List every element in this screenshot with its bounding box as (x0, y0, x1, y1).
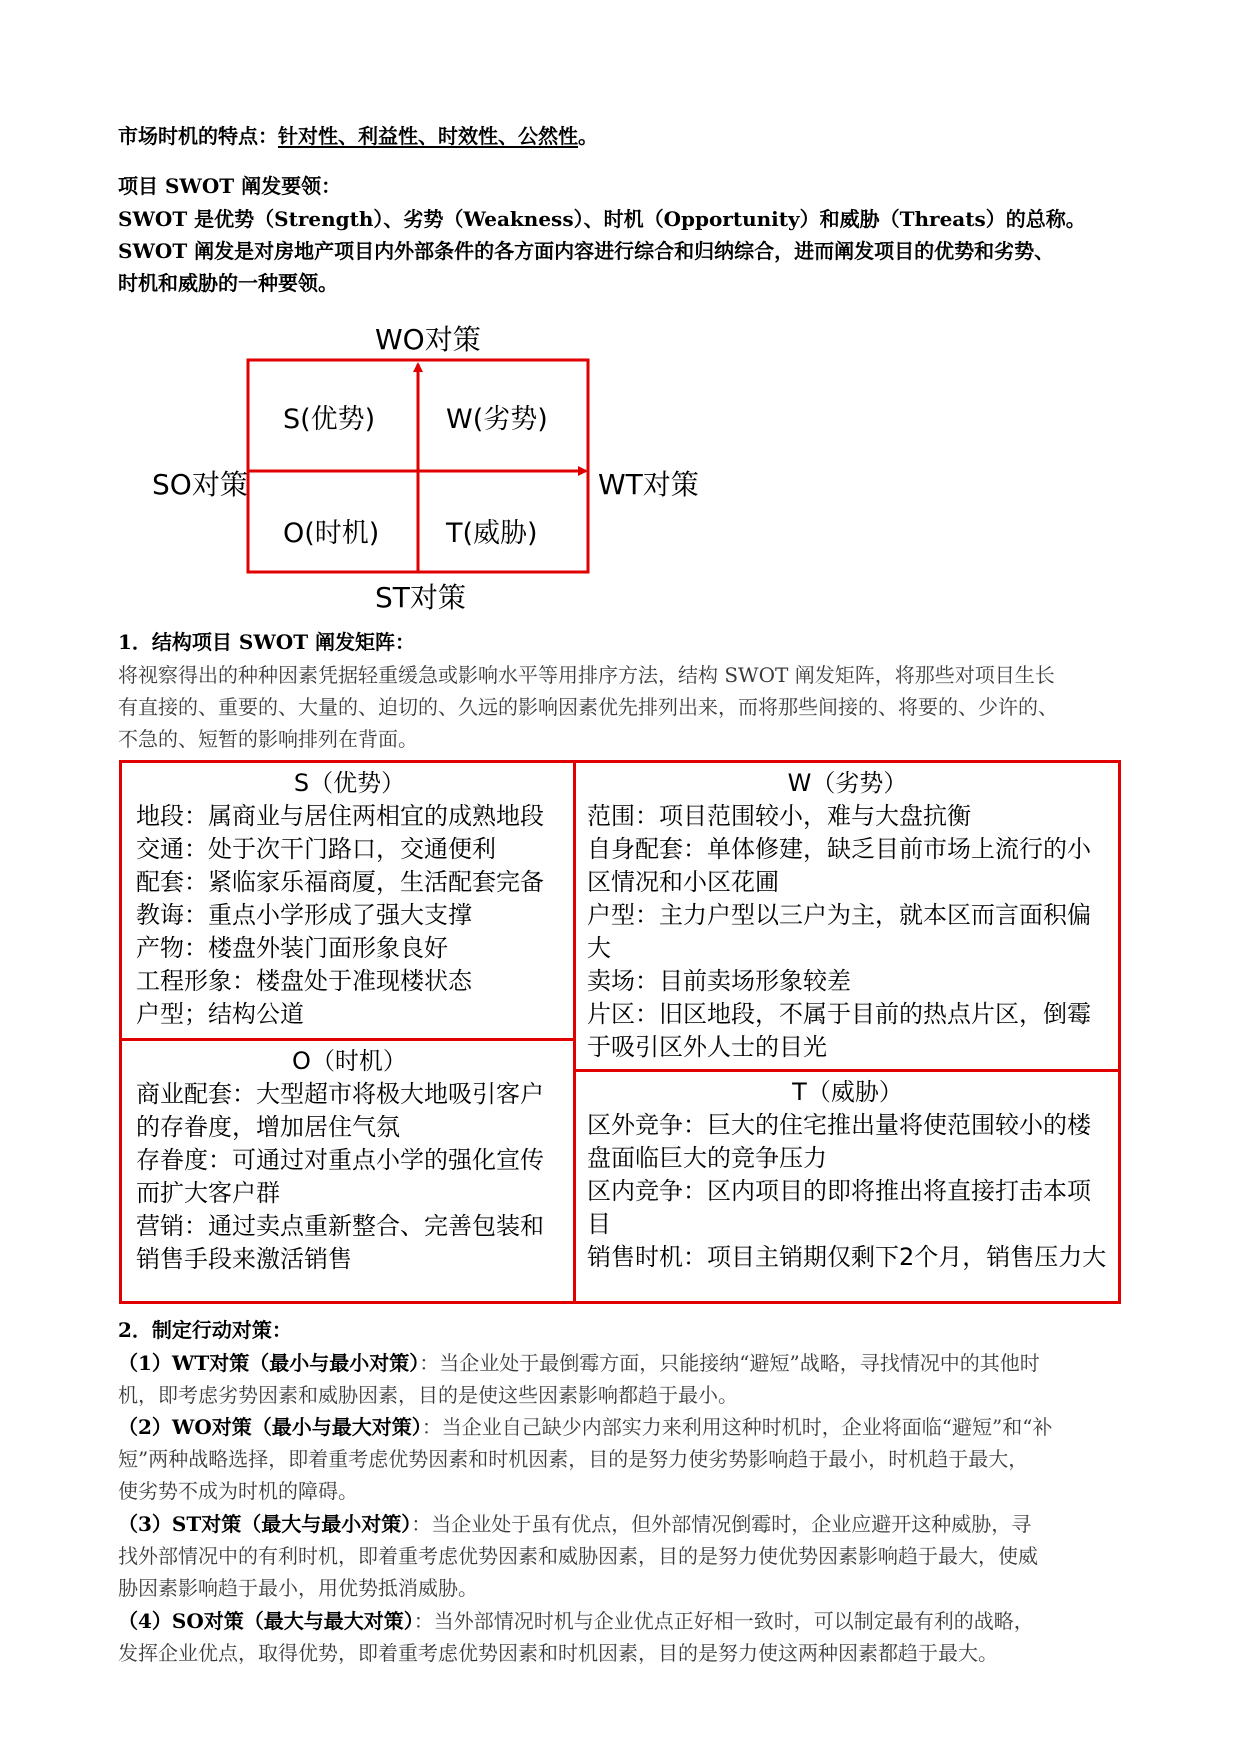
threat-item: 区外竞争：巨大的住宅推出量将使范围较小的楼 (587, 1111, 1091, 1139)
opportunity-item: 的存眷度，增加居住气氛 (136, 1113, 400, 1141)
so-strategy-text: ：当外部情况时机与企业优点正好相一致时，可以制定最有利的战略， (413, 1609, 1034, 1633)
so-strategy-label: SO对策 (152, 468, 248, 501)
section1-title: 1．结构项目 SWOT 阐发矩阵： (118, 630, 416, 654)
weakness-item: 大 (587, 934, 611, 962)
st-strategy-line-2: 找外部情况中的有利时机，即着重考虑优势因素和威胁因素，目的是努力使优势因素影响趋于最大，使威 (118, 1544, 1038, 1568)
so-strategy-line-2: 发挥企业优点，取得优势，即着重考虑优势因素和时机因素，目的是努力使这两种因素都趋于最大。 (118, 1641, 998, 1665)
strength-cell (122, 763, 573, 1038)
strength-item: 教诲：重点小学形成了强大支撑 (136, 901, 472, 929)
weakness-item: 范围：项目范围较小，难与大盘抗衡 (587, 802, 971, 830)
st-strategy-line-3: 胁因素影响趋于最小，用优势抵消威胁。 (118, 1576, 478, 1600)
wt-strategy-label: WT对策 (598, 468, 699, 501)
threat-heading: T（威胁） (792, 1078, 903, 1106)
wo-strategy-text: ：当企业自己缺少内部实力来利用这种时机时，企业将面临“避短”和“补 (421, 1415, 1053, 1439)
opportunity-item: 销售手段来激活销售 (136, 1245, 352, 1273)
section1-text-1: 将视察得出的种种因素凭据轻重缓急或影响水平等用排序方法，结构 SWOT 阐发矩阵，将那些对项目生长 (118, 663, 1055, 687)
so-strategy-line-1 (118, 1605, 1034, 1634)
swot-description-2: 时机和威胁的一种要领。 (118, 271, 338, 295)
opportunity-item: 营销：通过卖点重新整合、完善包装和 (136, 1212, 544, 1240)
wo-strategy-line-3: 使劣势不成为时机的障碍。 (118, 1479, 358, 1503)
swot-definition: SWOT 是优势（Strength）、劣势（Weakness）、时机（Opportunity）和威胁（Threats）的总称。 (118, 207, 1086, 231)
wo-strategy-line-2: 短”两种战略选择，即着重考虑优势因素和时机因素，目的是努力使劣势影响趋于最小，时机趋于最大， (118, 1447, 1029, 1471)
threat-cell (573, 1072, 1118, 1301)
strength-item: 户型；结构公道 (136, 1000, 304, 1028)
weakness-item: 于吸引区外人士的目光 (587, 1033, 827, 1061)
threat-item: 销售时机：项目主销期仅剩下2个月，销售压力大 (587, 1243, 1107, 1271)
strength-item: 交通：处于次干门路口，交通便利 (136, 835, 496, 863)
strength-item: 配套：紧临家乐福商厦，生活配套完备 (136, 868, 544, 896)
weakness-item: 区情况和小区花圃 (587, 868, 779, 896)
st-strategy-label: ST对策 (375, 581, 466, 614)
wt-strategy-heading: （1）WT对策（最小与最小对策） (118, 1351, 420, 1375)
matrix-right-column (573, 763, 1118, 1301)
section1-text-3: 不急的、短暂的影响排列在背面。 (118, 727, 418, 751)
st-strategy-heading: （3）ST对策（最大与最小对策） (118, 1512, 412, 1536)
market-feature-line (118, 120, 598, 149)
swot-title: 项目 SWOT 阐发要领： (118, 174, 342, 198)
st-strategy-text: ：当企业处于虽有优点，但外部情况倒霉时，企业应避开这种威胁，寻 (411, 1512, 1032, 1536)
strength-heading: S（优势） (293, 769, 406, 797)
opportunity-heading: O（时机） (292, 1047, 407, 1075)
wo-strategy-line-1 (118, 1411, 1053, 1440)
strength-item: 产物：楼盘外装门面形象良好 (136, 934, 448, 962)
weakness-item: 户型：主力户型以三户为主，就本区而言面积偏 (587, 901, 1091, 929)
feature-value: 针对性、利益性、时效性、公然性 (278, 124, 578, 148)
wt-strategy-text: ：当企业处于最倒霉方面，只能接纳“避短”战略，寻找情况中的其他时 (419, 1351, 1040, 1375)
diagram-cell-t: T(威胁) (446, 518, 538, 549)
threat-item: 区内竞争：区内项目的即将推出将直接打击本项 (587, 1177, 1091, 1205)
feature-end: 。 (578, 124, 598, 148)
strength-item: 地段：属商业与居住两相宜的成熟地段 (136, 802, 544, 830)
wo-strategy-label: WO对策 (375, 323, 481, 356)
opportunity-item: 存眷度：可通过对重点小学的强化宣传 (136, 1146, 544, 1174)
opportunity-item: 商业配套：大型超市将极大地吸引客户 (136, 1080, 544, 1108)
weakness-item: 片区：旧区地段，不属于目前的热点片区，倒霉 (587, 1000, 1091, 1028)
diagram-cell-o: O(时机) (283, 518, 380, 549)
feature-label: 市场时机的特点： (118, 124, 278, 148)
wo-strategy-heading: （2）WO对策（最小与最大对策） (118, 1415, 422, 1439)
weakness-cell (573, 763, 1118, 1069)
section2-title: 2．制定行动对策： (118, 1318, 292, 1342)
section1-text-2: 有直接的、重要的、大量的、迫切的、久远的影响因素优先排列出来，而将那些间接的、将要的、少许的、 (118, 695, 1058, 719)
st-strategy-line-1 (118, 1508, 1031, 1537)
threat-item: 盘面临巨大的竞争压力 (587, 1144, 827, 1172)
diagram-cell-w: W(劣势) (446, 404, 548, 435)
weakness-item: 自身配套：单体修建，缺乏目前市场上流行的小 (587, 835, 1091, 863)
strength-item: 工程形象：楼盘处于准现楼状态 (136, 967, 472, 995)
weakness-heading: W（劣势） (787, 769, 908, 797)
so-strategy-heading: （4）SO对策（最大与最大对策） (118, 1609, 414, 1633)
weakness-item: 卖场：目前卖场形象较差 (587, 967, 851, 995)
opportunity-cell (122, 1041, 573, 1301)
matrix-left-column (122, 763, 576, 1301)
wt-strategy-line-1 (118, 1347, 1040, 1376)
wt-strategy-line-2: 机，即考虑劣势因素和威胁因素，目的是使这些因素影响都趋于最小。 (118, 1383, 738, 1407)
swot-matrix-table (119, 760, 1121, 1304)
diagram-cell-s: S(优势) (283, 404, 376, 435)
swot-diagram (140, 316, 730, 608)
swot-description-1: SWOT 阐发是对房地产项目内外部条件的各方面内容进行综合和归纳综合，进而阐发项目的优势和劣势、 (118, 239, 1055, 263)
opportunity-item: 而扩大客户群 (136, 1179, 280, 1207)
threat-item: 目 (587, 1210, 611, 1238)
